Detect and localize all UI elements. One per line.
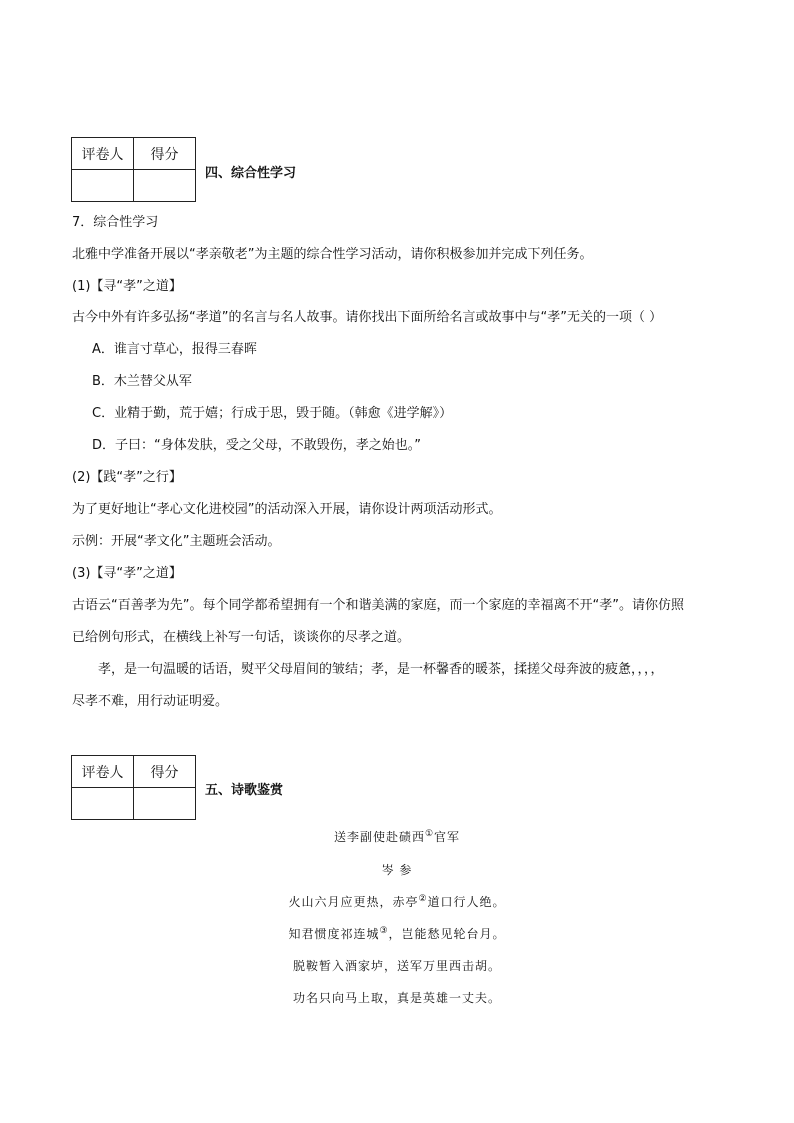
poem-line-4: 功名只向马上取，真是英雄一丈夫。	[292, 991, 501, 1005]
section-5-title: 五、诗歌鉴赏	[205, 783, 284, 798]
poem-line-2-a: 知君惯度祁连城	[288, 927, 380, 941]
score-table-header-grader: 评卷人	[72, 756, 134, 788]
poem-line-1-b: 道口行人绝。	[427, 895, 506, 909]
part-2-text: 为了更好地让“孝心文化进校园”的活动深入开展，请你设计两项活动形式。	[72, 502, 502, 517]
poem-line-3: 脱鞍暂入酒家垆，送军万里西击胡。	[292, 959, 501, 973]
score-table-grader-cell[interactable]	[72, 788, 134, 820]
score-table-header-score: 得分	[134, 756, 196, 788]
poem-line-1-note: ②	[418, 894, 428, 904]
part-2-title: (2)【践“孝”之行】	[72, 470, 182, 485]
section-4-title: 四、综合性学习	[205, 166, 297, 181]
score-table-section4	[71, 137, 196, 202]
poem-title-end: 官军	[434, 830, 461, 844]
poem-line-1-a: 火山六月应更热，赤亭	[288, 895, 419, 909]
poem-title-note: ①	[424, 829, 435, 839]
option-d[interactable]: D．子曰：“身体发肤，受之父母，不敢毁伤，孝之始也。”	[92, 438, 421, 453]
option-a[interactable]: A．谁言寸草心，报得三春晖	[92, 342, 257, 357]
part-3-line-4: 尽孝不难，用行动证明爱。	[72, 694, 229, 709]
poem-line-2	[0, 925, 794, 942]
poem-title-text: 送李副使赴碛西	[333, 830, 425, 844]
score-table-section5	[71, 755, 196, 820]
poem-title	[0, 828, 794, 845]
option-b[interactable]: B．木兰替父从军	[92, 374, 192, 389]
score-table-score-cell[interactable]	[134, 788, 196, 820]
score-table-header-score: 得分	[134, 138, 196, 170]
part-1-title: (1)【寻“孝”之道】	[72, 279, 182, 294]
score-table-score-cell[interactable]	[134, 170, 196, 202]
option-c[interactable]: C．业精于勤，荒于嬉；行成于思，毁于随。（韩愈《进学解》）	[92, 406, 453, 421]
question-7-label: 7．综合性学习	[72, 215, 159, 230]
poem-line-2-note: ③	[379, 926, 389, 936]
part-3-line-2: 已给例句形式，在横线上补写一句话，谈谈你的尽孝之道。	[72, 630, 411, 645]
part-3-line-1: 古语云“百善孝为先”。每个同学都希望拥有一个和谐美满的家庭，而一个家庭的幸福离不开“孝”。请你仿照	[72, 598, 684, 613]
part-2-example: 示例：开展“孝文化”主题班会活动。	[72, 534, 281, 549]
part-3-title: (3)【寻“孝”之道】	[72, 566, 182, 581]
part-1-text: 古今中外有许多弘扬“孝道”的名言与名人故事。请你找出下面所给名言或故事中与“孝”无关的一项（ ）	[72, 310, 663, 325]
score-table-grader-cell[interactable]	[72, 170, 134, 202]
part-3-line-3: 孝，是一句温暖的话语，熨平父母眉间的皱结；孝，是一杯馨香的暖茶，揉搓父母奔波的疲惫，，，，	[98, 662, 664, 677]
poem-line-2-b: ，岂能愁见轮台月。	[388, 927, 506, 941]
poem-author: 岑 参	[381, 863, 413, 877]
score-table-header-grader: 评卷人	[72, 138, 134, 170]
poem-line-1	[0, 893, 794, 910]
question-7-intro: 北雅中学准备开展以“孝亲敬老”为主题的综合性学习活动，请你积极参加并完成下列任务。	[72, 247, 593, 262]
